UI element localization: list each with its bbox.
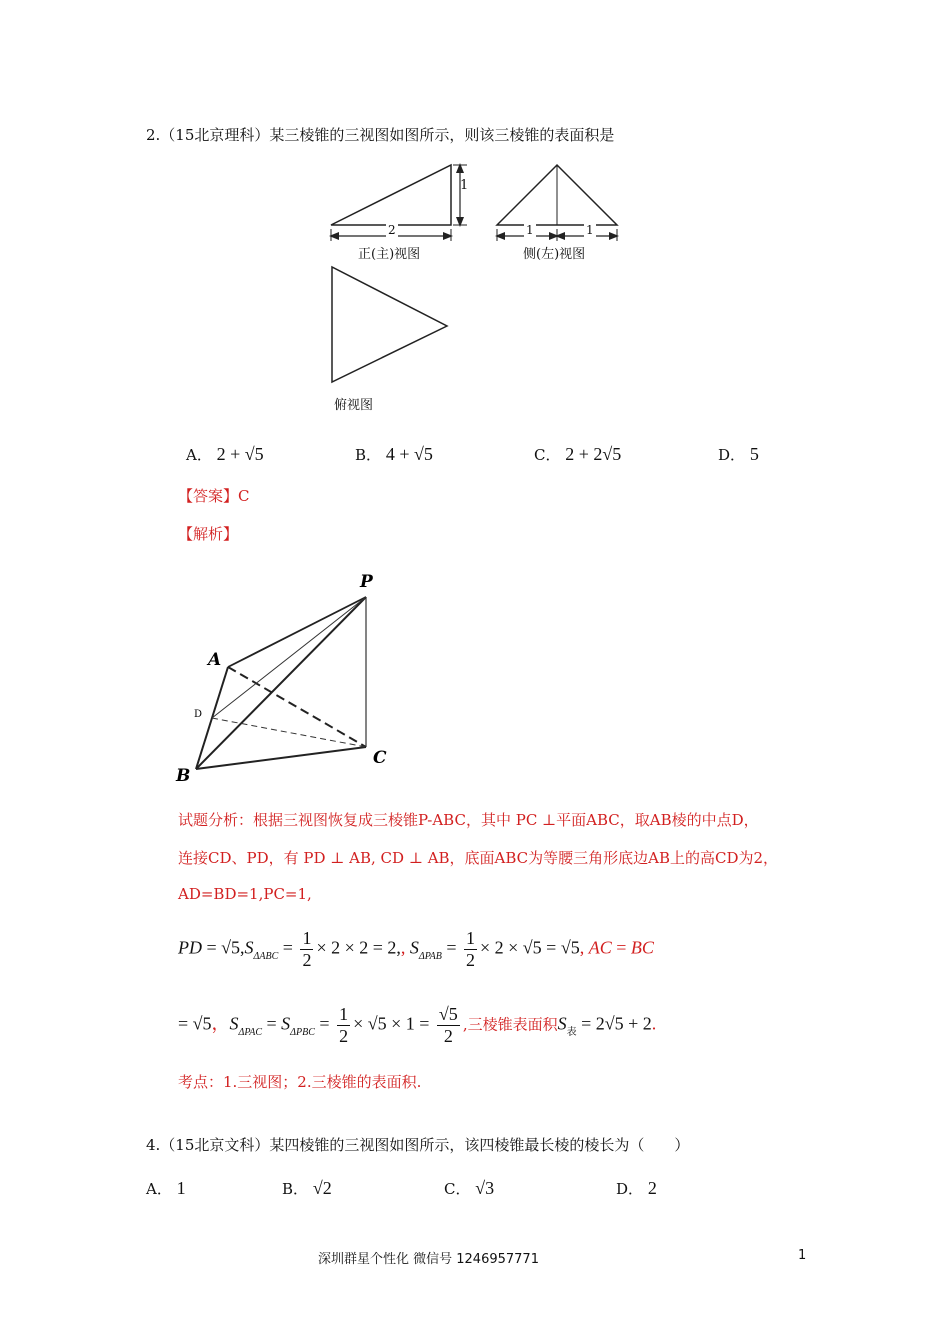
q4-option-b[interactable]: B． √2 xyxy=(282,1178,332,1198)
q2-option-b[interactable]: B． 4 + √5 xyxy=(355,444,433,464)
analysis-line-1: 试题分析：根据三视图恢复成三棱锥P-ABC，其中 PC ⊥平面ABC，取AB棱的中点D， xyxy=(178,811,759,829)
point-p-label: P xyxy=(360,572,373,592)
q4-option-c[interactable]: C． √3 xyxy=(444,1178,495,1198)
point-a-label: A xyxy=(208,650,222,670)
three-view-figure xyxy=(325,155,635,405)
kaodian-line: 考点：1.三视图；2.三棱锥的表面积. xyxy=(178,1073,422,1091)
dim-front-width: 2 xyxy=(388,223,396,237)
dim-side-right: 1 xyxy=(586,223,594,237)
q2-option-d[interactable]: D． 5 xyxy=(718,444,759,464)
front-view-shape xyxy=(331,165,451,225)
q4-option-d[interactable]: D． 2 xyxy=(616,1178,657,1198)
point-c-label: C xyxy=(373,748,387,768)
q2-option-a[interactable]: A． 2 + √5 xyxy=(186,444,264,464)
answer-line: 【答案】C xyxy=(178,487,250,505)
analysis-label: 【解析】 xyxy=(178,525,239,543)
q4-option-a[interactable]: A． 1 xyxy=(146,1178,186,1198)
formula-line-2: = √5，$S_{\Delta PAC} = S_{\Delta PBC}$ = $\frac{1}{2}$ × √5 × 1 = $\frac{√5}{2}$ ,三棱锥表面积$S_表 = 2√5 + 2$. xyxy=(178,1004,657,1046)
question-4-title: 4.（15北京文科）某四棱锥的三视图如图所示，该四棱锥最长棱的棱长为（ ） xyxy=(146,1136,690,1154)
point-d-label: D xyxy=(194,709,203,720)
question-2-title: 2.（15北京理科）某三棱锥的三视图如图所示，则该三棱锥的表面积是 xyxy=(146,126,615,144)
side-view-label: 侧(左)视图 xyxy=(523,247,586,262)
dim-side-left: 1 xyxy=(526,223,534,237)
point-b-label: B xyxy=(176,766,191,786)
footer-text: 深圳群星个性化 微信号 1246957771 xyxy=(318,1252,539,1267)
analysis-line-2: 连接CD、PD，有 PD ⊥ AB, CD ⊥ AB，底面ABC为等腰三角形底边AB上的高CD为2， xyxy=(178,849,779,867)
dim-front-height: 1 xyxy=(460,178,469,193)
top-view-shape xyxy=(332,267,447,382)
analysis-line-3: AD=BD=1,PC=1, xyxy=(178,885,312,903)
pyramid-figure xyxy=(170,565,400,790)
formula-line-1: PD = $√5,S_{\Delta ABC}$ = $\frac{1}{2}$ × 2 × 2 = 2,, $S_{\Delta PAB}$ = $\frac{1}{2}$ × 2 × √5 = √5, AC = BC xyxy=(178,928,654,970)
q2-option-c[interactable]: C． 2 + 2√5 xyxy=(534,444,622,464)
top-view-label: 俯视图 xyxy=(334,398,374,413)
front-view-label: 正(主)视图 xyxy=(358,247,421,262)
page-number: 1 xyxy=(798,1248,807,1263)
